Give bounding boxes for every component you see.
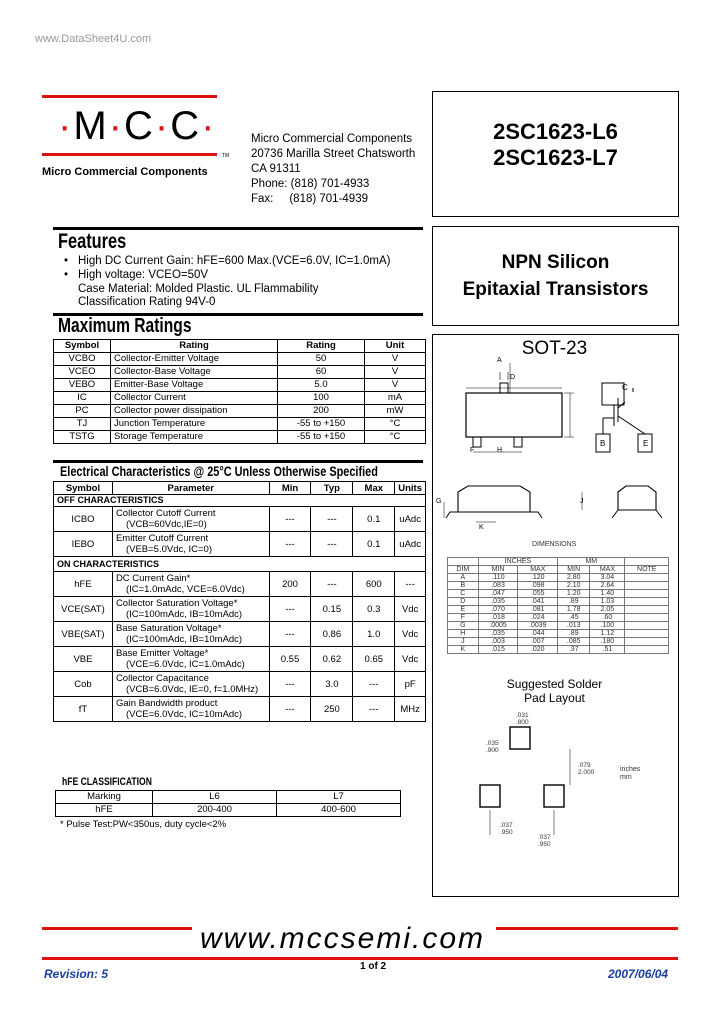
dim-label: A: [497, 357, 502, 364]
table-row: F .018 .024 .45 .60: [448, 614, 669, 622]
side-body: [458, 486, 530, 512]
table-row: VCE(SAT) Collector Saturation Voltage* (IC=100mAdc, IB=10mAdc) --- 0.15 0.3 Vdc: [54, 597, 426, 622]
mcc-logo: ·M·C·C·: [58, 104, 217, 148]
unit-label: inches mm: [620, 766, 641, 781]
dim-label: D: [510, 374, 516, 381]
part-number: 2SC1623-L7: [493, 145, 618, 170]
table-header: DIM MIN MAX MIN MAX NOTE: [448, 566, 669, 574]
table-header: Symbol Rating Rating Unit: [54, 340, 426, 353]
description-line: NPN Silicon: [501, 252, 610, 273]
table-row: J .003 .007 .085 .180: [448, 638, 669, 646]
date: 2007/06/04: [608, 967, 669, 981]
table-row: E .070 .081 1.78 2.05: [448, 606, 669, 614]
pad-dim: .079 2.000: [578, 762, 595, 776]
table-row: VBE(SAT) Base Saturation Voltage* (IC=100mAdc, IB=10mAdc) --- 0.86 1.0 Vdc: [54, 622, 426, 647]
pad-dim: .035 .900: [486, 740, 499, 754]
package-top-view: [440, 360, 670, 455]
table-row: IC Collector Current 100 mA: [54, 392, 426, 405]
electrical-table: [53, 481, 426, 722]
part-number-box: [432, 91, 679, 217]
footer-bar-right: [496, 927, 678, 930]
feature-item: • High DC Current Gain: hFE=600 Max.(VCE=6.0V, IC=1.0mA): [64, 255, 391, 267]
table-row: K .015 .020 .37 .51: [448, 646, 669, 654]
table-row: PC Collector power dissipation 200 mW: [54, 405, 426, 418]
table-row: A .110 .120 2.80 3.04: [448, 574, 669, 582]
solder-title: Suggested Solder Pad Layout: [506, 677, 603, 705]
table-row: hFE 200-400 400-600: [56, 804, 401, 817]
dim-label: G: [436, 498, 442, 505]
table-row: D .035 .041 .89 1.03: [448, 598, 669, 606]
dimensions-table: [447, 557, 669, 654]
solder-pad: [544, 785, 564, 807]
pad-dim: .037 .950: [500, 822, 513, 836]
address-line: 20736 Marilla Street Chatsworth: [251, 148, 416, 160]
description-line: Epitaxial Transistors: [462, 279, 649, 300]
max-ratings-table: [53, 339, 426, 444]
part-number: 2SC1623-L6: [493, 119, 618, 144]
feature-item: Classification Rating 94V-0: [78, 296, 216, 308]
pin-label: E: [643, 439, 649, 448]
max-ratings-title: Maximum Ratings: [58, 315, 192, 337]
dim-label: H: [497, 447, 503, 454]
table-row: VEBO Emitter-Base Voltage 5.0 V: [54, 379, 426, 392]
package-side-view: [436, 482, 668, 537]
features-list: [64, 256, 424, 310]
table-header: INCHES MM: [448, 558, 669, 566]
section-row: ON CHARACTERISTICS: [54, 557, 426, 572]
table-row: H .035 .044 .89 1.12: [448, 630, 669, 638]
table-row: ICBO Collector Cutoff Current (VCB=60Vdc,IE=0) --- --- 0.1 uAdc: [54, 507, 426, 532]
feature-item: • High voltage: VCEO=50V: [64, 269, 209, 281]
end-body: [618, 486, 656, 510]
logo-subtitle: Micro Commercial Components: [42, 166, 208, 178]
table-row: Marking L6 L7: [56, 791, 401, 804]
address-line: Micro Commercial Components: [251, 133, 413, 145]
trademark: TM: [222, 153, 230, 159]
table-row: TSTG Storage Temperature -55 to +150 °C: [54, 431, 426, 444]
table-row: TJ Junction Temperature -55 to +150 °C: [54, 418, 426, 431]
pin-label: C: [622, 383, 628, 392]
table-row: hFE DC Current Gain* (IC=1.0mAdc, VCE=6.0Vdc) 200 --- 600 ---: [54, 572, 426, 597]
pin-lead: [514, 437, 522, 447]
pulse-note: * Pulse Test:PW<350us, duty cycle<2%: [60, 819, 227, 830]
footer-bar-left: [42, 927, 192, 930]
hfe-class-title: hFE CLASSIFICATION: [62, 776, 152, 788]
table-row: VBE Base Emitter Voltage* (VCE=6.0Vdc, IC=1.0mAdc) 0.55 0.62 0.65 Vdc: [54, 647, 426, 672]
table-row: VCEO Collector-Base Voltage 60 V: [54, 366, 426, 379]
features-title: Features: [58, 230, 127, 253]
address-line: CA 91311: [251, 163, 301, 175]
dim-label: F: [470, 447, 475, 454]
footer-bottom-bar: [42, 957, 678, 960]
pad-dim: .031 .800: [516, 712, 529, 726]
dim-label: J: [580, 498, 584, 505]
pad-dim: .037 .950: [538, 834, 551, 848]
package-body: [466, 393, 562, 437]
section-row: OFF CHARACTERISTICS: [54, 495, 426, 507]
table-row: B .083 .098 2.10 2.64: [448, 582, 669, 590]
table-row: Cob Collector Capacitance (VCB=6.0Vdc, IE=0, f=1.0MHz) --- 3.0 --- pF: [54, 672, 426, 697]
dim-label: K: [479, 524, 484, 531]
fax: Fax: (818) 701-4939: [251, 193, 368, 205]
package-title: SOT-23: [521, 338, 588, 359]
table-row: fT Gain Bandwidth product (VCE=6.0Vdc, IC=10mAdc) --- 250 --- MHz: [54, 697, 426, 722]
watermark: www.DataSheet4U.com: [35, 33, 152, 45]
logo-bottom-bar: [42, 153, 217, 156]
description-box: [432, 226, 679, 326]
pin-label: B: [600, 439, 606, 448]
pin-box: [602, 383, 624, 405]
revision: Revision: 5: [44, 967, 109, 981]
solder-pad: [510, 727, 530, 749]
table-row: VCBO Collector-Emitter Voltage 50 V: [54, 353, 426, 366]
company-address: [251, 132, 415, 207]
pin-lead: [473, 437, 481, 447]
table-row: C .047 .055 1.20 1.40: [448, 590, 669, 598]
feature-item: Case Material: Molded Plastic. UL Flammability: [78, 283, 319, 295]
table-header: Symbol Parameter Min Typ Max Units: [54, 482, 426, 495]
table-row: IEBO Emitter Cutoff Current (VEB=5.0Vdc, IC=0) --- --- 0.1 uAdc: [54, 532, 426, 557]
phone: Phone: (818) 701-4933: [251, 178, 370, 190]
table-row: G .0005 .0039 .013 .100: [448, 622, 669, 630]
electrical-title: Electrical Characteristics @ 25°C Unless Otherwise Specified: [60, 463, 378, 479]
footer-url[interactable]: www.mccsemi.com: [200, 922, 486, 955]
pad-layout-drawing: [470, 715, 590, 845]
logo-top-bar: [42, 95, 217, 98]
dim-title: DIMENSIONS: [532, 541, 577, 548]
solder-pad: [480, 785, 500, 807]
page-number: 1 of 2: [360, 961, 387, 972]
hfe-class-table: [55, 790, 401, 817]
